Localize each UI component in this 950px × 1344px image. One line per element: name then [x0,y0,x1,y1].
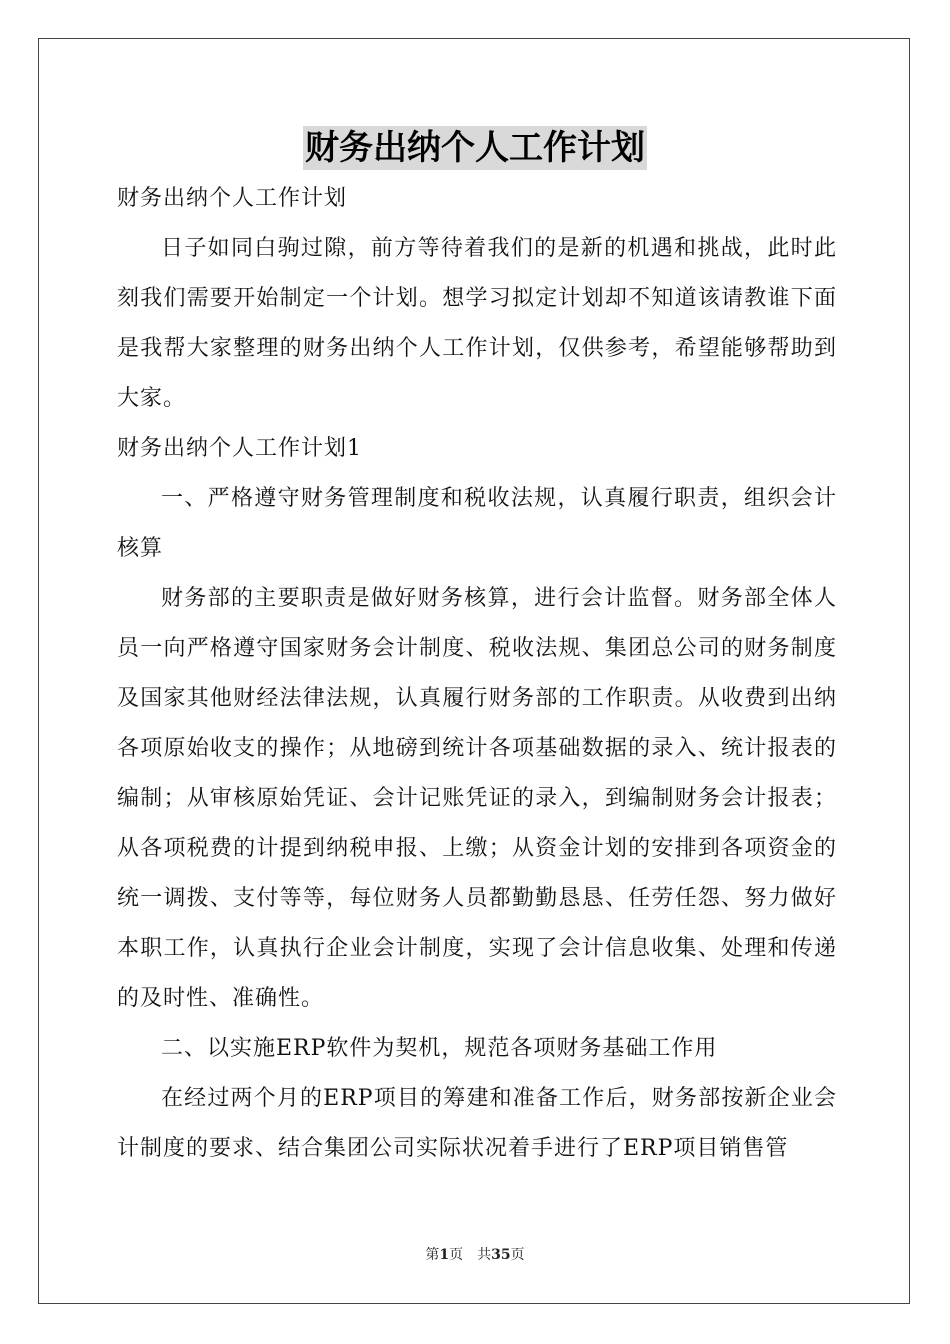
paragraph: 日子如同白驹过隙，前方等待着我们的是新的机遇和挑战，此时此刻我们需要开始制定一个计划。想学习拟定计划却不知道该请教谁下面是我帮大家整理的财务出纳个人工作计划，仅供参考，希望能够帮助到大家。 [117,236,837,411]
paragraph: 在经过两个月的ERP项目的筹建和准备工作后，财务部按新企业会计制度的要求、结合集团公司实际状况着手进行了ERP项目销售管 [117,1086,837,1161]
current-page-number: 1 [439,1247,450,1263]
page-suffix: 页 [449,1247,464,1263]
total-suffix: 页 [510,1247,525,1263]
title-container [0,126,950,170]
paragraph: 二、以实施ERP软件为契机，规范各项财务基础工作用 [161,1036,718,1061]
section-heading: 财务出纳个人工作计划1 [117,436,362,461]
document-title: 财务出纳个人工作计划 [305,128,645,168]
total-page-count: 35 [491,1247,511,1263]
page-footer [0,1245,950,1265]
document-body [117,174,837,1174]
page-prefix: 第 [425,1247,440,1263]
paragraph: 财务出纳个人工作计划 [117,186,348,211]
total-prefix: 共 [477,1247,492,1263]
paragraph: 财务部的主要职责是做好财务核算，进行会计监督。财务部全体人员一向严格遵守国家财务会计制度、税收法规、集团总公司的财务制度及国家其他财经法律法规，认真履行财务部的工作职责。从收费到出纳各项原始收支的操作；从地磅到统计各项基础数据的录入、统计报表的编制；从审核原始凭证、会计记账凭证的录入，到编制财务会计报表；从各项税费的计提到纳税申报、上缴；从资金计划的安排到各项资金的统一调拨、支付等等，每位财务人员都勤勤恳恳、任劳任怨、努力做好本职工作，认真执行企业会计制度，实现了会计信息收集、处理和传递的及时性、准确性。 [117,586,837,1011]
paragraph: 一、严格遵守财务管理制度和税收法规，认真履行职责，组织会计核算 [117,486,837,561]
